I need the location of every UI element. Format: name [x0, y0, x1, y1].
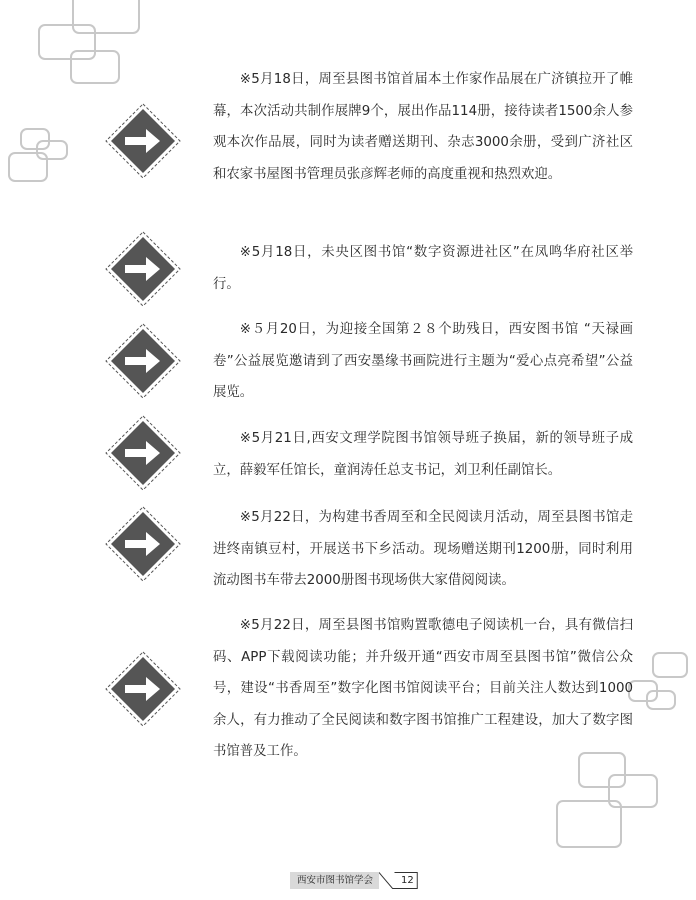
page-footer: [290, 872, 418, 889]
diamond-arrow-icon: [104, 322, 182, 400]
news-entry: [213, 423, 633, 486]
diamond-arrow-icon: [104, 230, 182, 308]
news-entry: [213, 237, 633, 300]
decorative-frame: [646, 690, 676, 710]
news-entry: [213, 314, 633, 409]
decorative-frame: [70, 50, 120, 84]
diamond-arrow-icon: [104, 102, 182, 180]
news-entry: [213, 64, 633, 190]
diamond-arrow-icon: [104, 650, 182, 728]
news-entry-text: ※5月22日，为构建书香周至和全民阅读月活动，周至县图书馆走进终南镇豆村，开展送书下乡活动。现场赠送期刊1200册，同时利用流动图书车带去2000册图书现场供大家借阅阅读。: [213, 510, 633, 588]
news-entry: [213, 610, 633, 768]
news-entry-text: ※5月18日，周至县图书馆首届本土作家作品展在广济镇拉开了帷幕，本次活动共制作展牌9个，展出作品114册，接待读者1500余人参观本次作品展，同时为读者赠送期刊、杂志3000余册，受到广济社区和农家书屋图书管理员张彦辉老师的高度重视和热烈欢迎。: [213, 72, 633, 182]
diamond-arrow-icon: [104, 414, 182, 492]
footer-label: 西安市图书馆学会: [290, 872, 379, 889]
news-entry: [213, 502, 633, 597]
decorative-frame: [556, 800, 622, 848]
decorative-frame: [36, 140, 68, 160]
news-entry-text: ※5月22日，周至县图书馆购置歌德电子阅读机一台，具有微信扫码、APP下载阅读功能；并升级开通“西安市周至县图书馆”微信公众号，建设“书香周至”数字化图书馆阅读平台；目前关注人数达到1000余人，有力推动了全民阅读和数字图书馆推广工程建设，加大了数字图书馆普及工作。: [213, 618, 633, 759]
diamond-arrow-icon: [104, 505, 182, 583]
page-number: 12: [401, 875, 414, 886]
news-entry-text: ※5月18日，未央区图书馆“数字资源进社区”在凤鸣华府社区举行。: [213, 245, 633, 292]
decorative-frame: [652, 652, 688, 678]
news-entry-text: ※５月20日，为迎接全国第２８个助残日，西安图书馆 “天禄画卷”公益展览邀请到了西安墨缘书画院进行主题为“爱心点亮希望”公益展览。: [213, 322, 633, 400]
page-number-box: [379, 872, 418, 889]
news-entry-text: ※5月21日,西安文理学院图书馆领导班子换届，新的领导班子成立，薛毅军任馆长，童润涛任总支书记，刘卫利任副馆长。: [213, 431, 633, 478]
